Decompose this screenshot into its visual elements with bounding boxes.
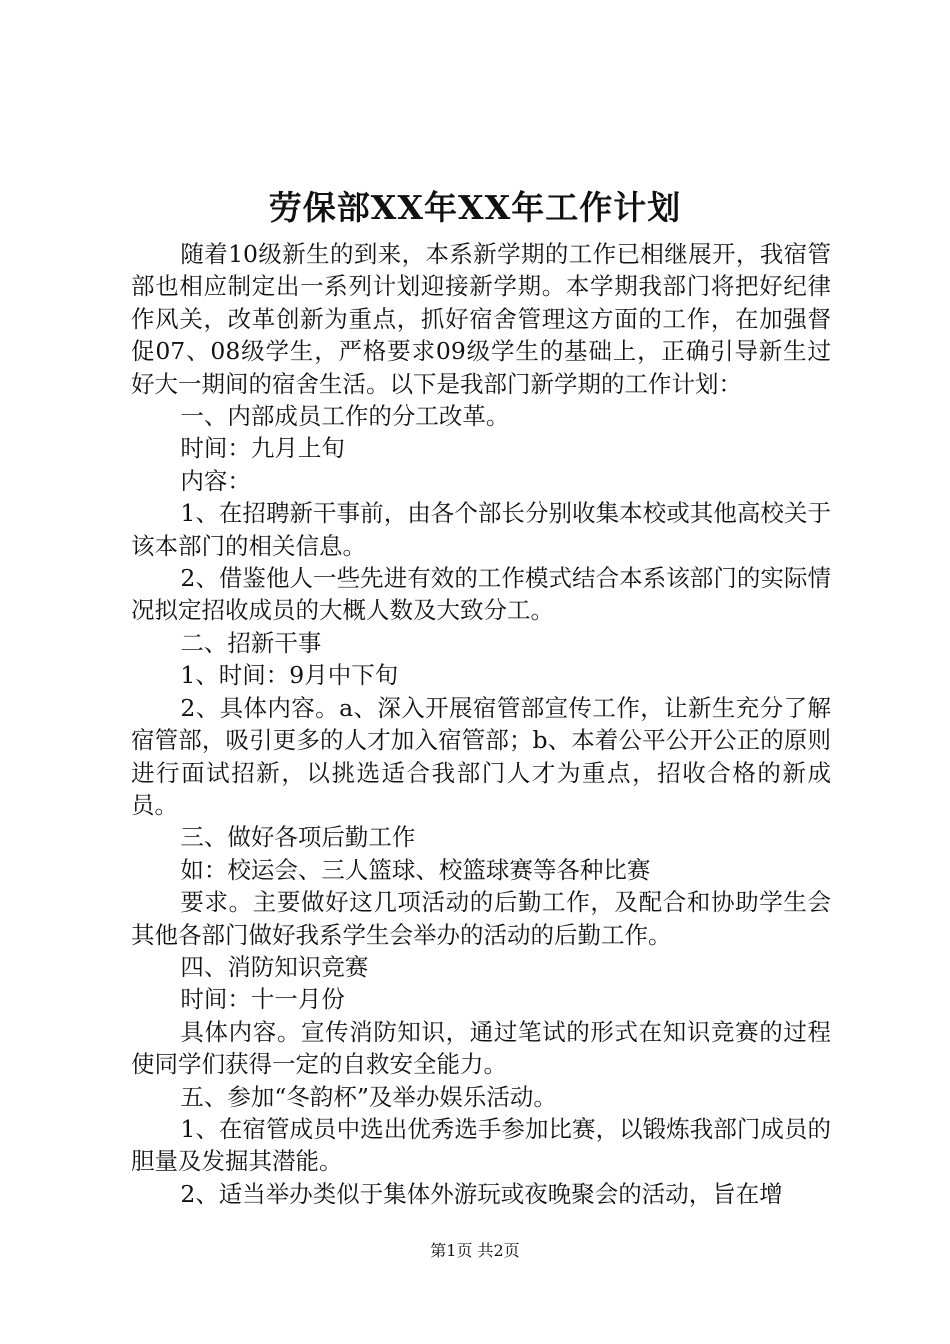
paragraph-section-2-item-1: 1、时间：9月中下旬 (180, 661, 399, 690)
paragraph-section-1-item-1: 1、在招聘新干事前，由各个部长分别收集本校或其他高校关于该本部门的相关信息。 (131, 499, 831, 560)
document-body (131, 238, 831, 1210)
paragraph-section-4-content: 具体内容。宣传消防知识，通过笔试的形式在知识竞赛的过程使同学们获得一定的自救安全能力。 (131, 1017, 831, 1079)
paragraph-section-4-heading: 四、消防知识竞赛 (180, 952, 369, 981)
paragraph-section-5-heading: 五、参加“冬韵杯”及举办娱乐活动。 (180, 1082, 557, 1111)
paragraph-section-1-content-label: 内容： (180, 466, 251, 495)
paragraph-section-4-time: 时间：十一月份 (180, 985, 345, 1014)
paragraph-section-1-time: 时间：九月上旬 (180, 434, 345, 463)
paragraph-section-5-item-1: 1、在宿管成员中选出优秀选手参加比赛，以锻炼我部门成员的胆量及发掘其潜能。 (131, 1114, 831, 1176)
page-number-indicator: 第1页 共2页 (430, 1241, 520, 1260)
paragraph-section-2-item-2: 2、具体内容。a、深入开展宿管部宣传工作，让新生充分了解宿管部，吸引更多的人才加入宿管部；b、本着公平公开公正的原则进行面试招新，以挑选适合我部门人才为重点，招收合格的新成员。 (131, 693, 831, 819)
document-title: 劳保部XX年XX年工作计划 (268, 188, 682, 227)
page-footer (0, 1240, 950, 1262)
paragraph-section-1-item-2: 2、借鉴他人一些先进有效的工作模式结合本系该部门的实际情况拟定招收成员的大概人数及大致分工。 (131, 564, 831, 625)
paragraph-intro: 随着10级新生的到来，本系新学期的工作已相继展开，我宿管部也相应制定出一系列计划迎接新学期。本学期我部门将把好纪律作风关，改革创新为重点，抓好宿舍管理这方面的工作，在加强督促07、08级学生，严格要求09级学生的基础上，正确引导新生过好大一期间的宿舍生活。以下是我部门新学期的工作计划： (131, 240, 831, 398)
paragraph-section-2-heading: 二、招新干事 (180, 628, 322, 657)
paragraph-section-3-heading: 三、做好各项后勤工作 (180, 823, 416, 852)
paragraph-section-5-item-2: 2、适当举办类似于集体外游玩或夜晚聚会的活动，旨在增 (180, 1179, 783, 1208)
paragraph-section-3-examples: 如：校运会、三人篮球、校篮球赛等各种比赛 (180, 855, 651, 884)
paragraph-section-1-heading: 一、内部成员工作的分工改革。 (180, 402, 510, 431)
paragraph-section-3-requirements: 要求。主要做好这几项活动的后勤工作，及配合和协助学生会其他各部门做好我系学生会举办的活动的后勤工作。 (131, 888, 831, 949)
